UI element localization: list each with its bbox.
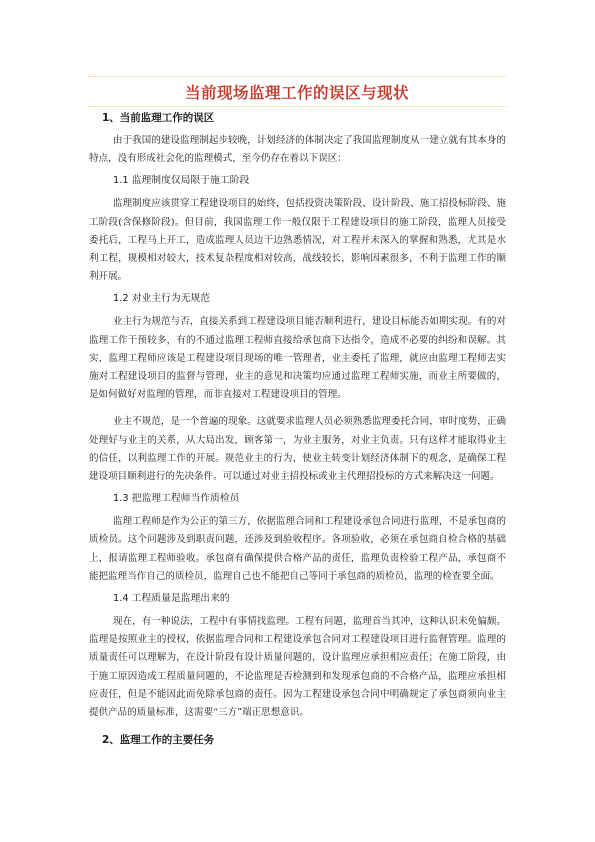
subsection-1-1-paragraph: 监理制度应该贯穿工程建设项目的始终，包括投资决策阶段、设计阶段、施工招投标阶段、施工阶段(含保修阶段)。但目前，我国监理工作一般仅限于工程建设项目的施工阶段，监理人员接受委托后，工程马上开工，造成监理人员边干边熟悉情况，对工程并未深入的掌握和熟悉，尤其是水利工程，规模相对较大，技术复杂程度相对较高，战线较长，影响因素很多，不利于监理工作的顺利开展。 <box>89 198 506 283</box>
subsection-1-2-paragraph-1: 业主行为规范与否，直接关系到工程建设项目能否顺利进行，建设目标能否如期实现。有的对监理工作干预较多，有的不通过监理工程师直接给承包商下达指令，造成不必要的纠纷和误解。其实，监理工程师应该是工程建设项目现场的唯一管理者，业主委托了监理，就应由监理工程师去实施对工程建设项目的监督与管理，业主的意见和决策均应通过监理工程师实施，而业主所要做的，是如何做好对监理的管理，而非直接对工程建设项目的管理。 <box>89 316 506 401</box>
section-1-intro: 由于我国的建设监理制起步较晚，计划经济的体制决定了我国监理制度从一建立就有其本身的特点，没有形成社会化的监理模式，至今仍存在着以下误区： <box>89 135 506 165</box>
subsection-1-3-paragraph: 监理工程师是作为公正的第三方，依据监理合同和工程建设承包合同进行监理，不是承包商的质检员。这个问题涉及到职责问题，还涉及到验收程序。各项验收，必须在承包商自检合格的基础上，报请监理工程师验收。承包商有确保提供合格产品的责任，监理负责检验工程产品，承包商不能把监理当作自己的质检员，监理自己也不能把自己等同于承包商的质检员，监理的检查要全面。 <box>89 516 506 582</box>
section-2-heading: 2、监理工作的主要任务 <box>102 734 215 747</box>
subsection-1-2-heading: 1.2 对业主行为无规范 <box>113 293 211 305</box>
title-bottom-rule <box>88 106 506 107</box>
subsection-1-4-paragraph: 现在，有一种说法，工程中有事情找监理。工程有问题，监理首当其冲，这种认识未免偏颇。监理是按照业主的授权，依据监理合同和工程建设承包合同对工程建设项目进行监督管理。监理的质量责任可以理解为，在设计阶段有设计质量问题的，设计监理应承担相应责任；在施工阶段，由于施工原因造成工程质量问题的，不论监理是否检测到和发现承包商的不合格产品，监理应承担相应责任，但是不能因此而免除承包商的责任。因为工程建设承包合同中明确规定了承包商须向业主提供产品的质量标准，这需要“三方”端正思想意识。 <box>89 616 506 719</box>
subsection-1-1-heading: 1.1 监理制度仅局限于施工阶段 <box>113 175 250 187</box>
section-1-heading: 1、当前监理工作的误区 <box>102 112 215 124</box>
subsection-1-4-heading: 1.4 工程质量是监理出来的 <box>113 593 230 605</box>
title-top-rule <box>88 76 506 77</box>
document-body <box>89 110 506 754</box>
subsection-1-2-paragraph-2: 业主不规范，是一个普遍的现象。这就要求监理人员必须熟悉监理委托合同，审时度势，正确处理好与业主的关系，从大局出发，顾客第一，为业主服务，对业主负责。只有这样才能取得业主的信任，以利监理工作的开展。规范业主的行为，使业主转变计划经济体制下的观念，是确保工程建设项目顺利进行的先决条件。可以通过对业主招投标或业主代理招投标的方式来解决这一问题。 <box>89 416 506 483</box>
document-title: 当前现场监理工作的误区与现状 <box>184 84 409 102</box>
subsection-1-3-heading: 1.3 把监理工程师当作质检员 <box>113 493 240 505</box>
